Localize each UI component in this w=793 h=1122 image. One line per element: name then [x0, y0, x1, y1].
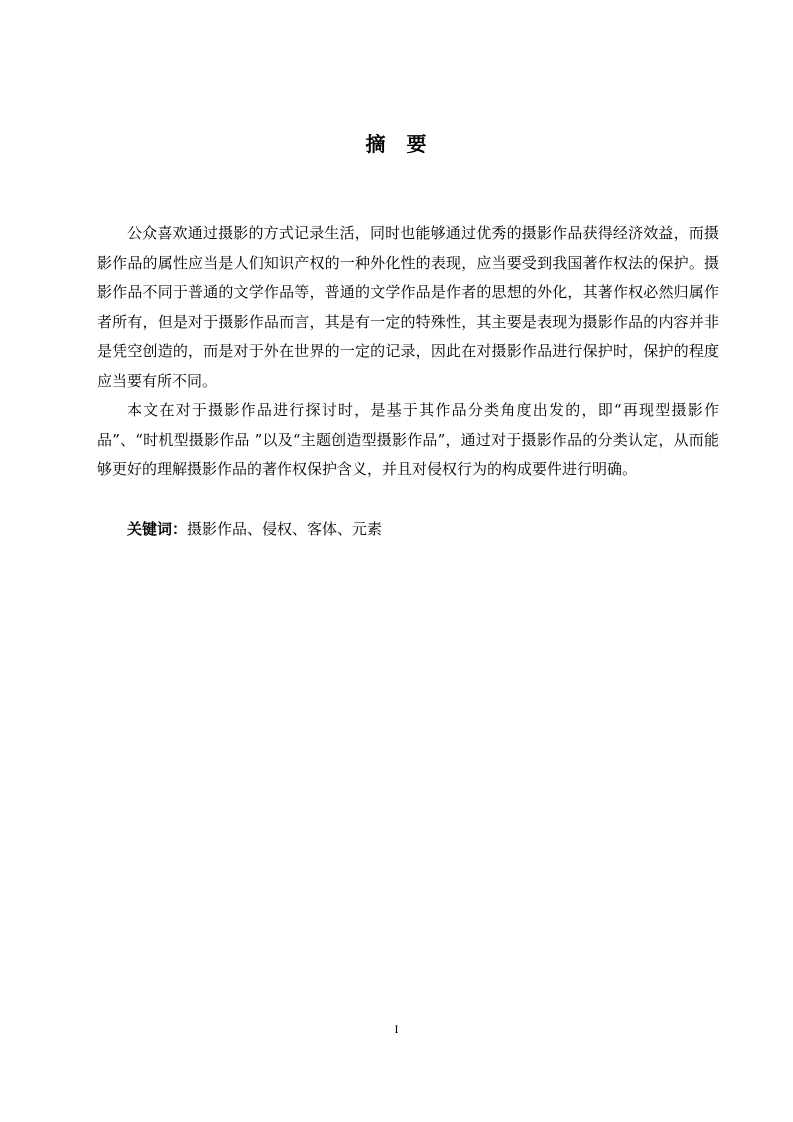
keywords-line	[127, 515, 382, 544]
title-char-1: 摘	[365, 132, 387, 156]
keywords-text: 摄影作品、侵权、客体、元素	[187, 520, 383, 538]
abstract-title	[0, 128, 793, 157]
abstract-paragraph-1: 公众喜欢通过摄影的方式记录生活，同时也能够通过优秀的摄影作品获得经济效益，而摄影作品的属性应当是人们知识产权的一种外化性的表现，应当要受到我国著作权法的保护。摄影作品不同于普通的文学作品等，普通的文学作品是作者的思想的外化，其著作权必然归属作者所有，但是对于摄影作品而言，其是有一定的特殊性，其主要是表现为摄影作品的内容并非是凭空创造的，而是对于外在世界的一定的记录，因此在对摄影作品进行保护时，保护的程度应当要有所不同。	[97, 224, 719, 390]
abstract-body	[97, 219, 719, 485]
title-char-2: 要	[406, 132, 428, 156]
page-number: I	[394, 1022, 399, 1036]
abstract-paragraph-2: 本文在对于摄影作品进行探讨时，是基于其作品分类角度出发的，即“再现型摄影作品”、“时机型摄影作品 ”以及“主题创造型摄影作品”，通过对于摄影作品的分类认定，从而能够更好的理解摄影作品的著作权保护含义，并且对侵权行为的构成要件进行明确。	[97, 401, 719, 478]
keywords-label: 关键词：	[127, 520, 188, 538]
